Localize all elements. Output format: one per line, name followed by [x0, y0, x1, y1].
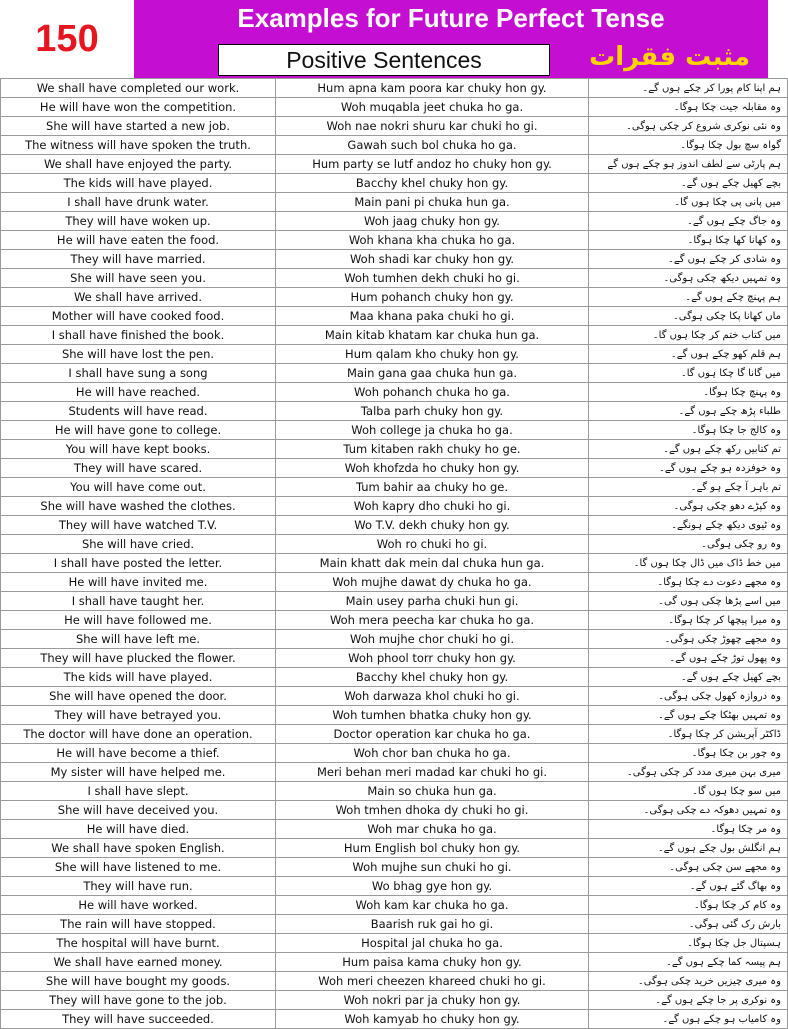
- roman-urdu-sentence: Woh meri cheezen khareed chuki ho gi.: [276, 972, 589, 991]
- urdu-sentence: ماں کھانا پکا چکی ہوگی۔: [589, 307, 788, 326]
- subtitle: Positive Sentences: [286, 46, 482, 73]
- english-sentence: I shall have slept.: [1, 782, 276, 801]
- urdu-sentence: وہ مجھے دعوت دے چکا ہوگا۔: [589, 573, 788, 592]
- urdu-sentence: وہ تمہیں دیکھ چکی ہوگی۔: [589, 269, 788, 288]
- table-row: [1, 820, 788, 839]
- urdu-sentence: وہ میرا پیچھا کر چکا ہوگا۔: [589, 611, 788, 630]
- table-row: [1, 554, 788, 573]
- english-sentence: She will have seen you.: [1, 269, 276, 288]
- urdu-sentence: وہ مجھے چھوڑ چکی ہوگی۔: [589, 630, 788, 649]
- table-row: [1, 307, 788, 326]
- english-sentence: He will have invited me.: [1, 573, 276, 592]
- urdu-sentence: وہ شادی کر چکے ہوں گے۔: [589, 250, 788, 269]
- roman-urdu-sentence: Main so chuka hun ga.: [276, 782, 589, 801]
- roman-urdu-sentence: Bacchy khel chuky hon gy.: [276, 668, 589, 687]
- table-row: [1, 326, 788, 345]
- table-row: [1, 668, 788, 687]
- urdu-sentence: وہ تمہیں دھوکہ دے چکی ہوگی۔: [589, 801, 788, 820]
- roman-urdu-sentence: Gawah such bol chuka ho ga.: [276, 136, 589, 155]
- urdu-sentence: طلباء پڑھ چکے ہوں گے۔: [589, 402, 788, 421]
- urdu-sentence: وہ کامیاب ہو چکے ہوں گے۔: [589, 1010, 788, 1029]
- urdu-sentence: بارش رک گئی ہوگی۔: [589, 915, 788, 934]
- english-sentence: The doctor will have done an operation.: [1, 725, 276, 744]
- table-row: [1, 839, 788, 858]
- english-sentence: They will have run.: [1, 877, 276, 896]
- sentence-table: [0, 78, 788, 1029]
- title-band: [134, 0, 768, 78]
- urdu-sentence: وہ خوفزدہ ہو چکے ہوں گے۔: [589, 459, 788, 478]
- english-sentence: He will have gone to college.: [1, 421, 276, 440]
- roman-urdu-sentence: Main gana gaa chuka hun ga.: [276, 364, 589, 383]
- urdu-sentence: وہ نئی نوکری شروع کر چکی ہوگی۔: [589, 117, 788, 136]
- roman-urdu-sentence: Hum pohanch chuky hon gy.: [276, 288, 589, 307]
- urdu-sentence: ہم پہنچ چکے ہوں گے۔: [589, 288, 788, 307]
- table-row: [1, 440, 788, 459]
- roman-urdu-sentence: Woh nae nokri shuru kar chuki ho gi.: [276, 117, 589, 136]
- roman-urdu-sentence: Woh kam kar chuka ho ga.: [276, 896, 589, 915]
- subtitle-box: [218, 44, 550, 76]
- urdu-sentence: بچے کھیل چکے ہوں گے۔: [589, 174, 788, 193]
- english-sentence: He will have reached.: [1, 383, 276, 402]
- urdu-sentence: وہ نوکری پر جا چکے ہوں گے۔: [589, 991, 788, 1010]
- roman-urdu-sentence: Maa khana paka chuki ho gi.: [276, 307, 589, 326]
- roman-urdu-sentence: Woh khofzda ho chuky hon gy.: [276, 459, 589, 478]
- table-row: [1, 98, 788, 117]
- roman-urdu-sentence: Woh darwaza khol chuki ho gi.: [276, 687, 589, 706]
- roman-urdu-sentence: Woh shadi kar chuky hon gy.: [276, 250, 589, 269]
- roman-urdu-sentence: Woh kamyab ho chuky hon gy.: [276, 1010, 589, 1029]
- urdu-sentence: ہسپتال جل چکا ہوگا۔: [589, 934, 788, 953]
- roman-urdu-sentence: Tum kitaben rakh chuky ho ge.: [276, 440, 589, 459]
- english-sentence: You will have kept books.: [1, 440, 276, 459]
- table-row: [1, 535, 788, 554]
- urdu-sentence: تم کتابیں رکھ چکے ہوں گے۔: [589, 440, 788, 459]
- roman-urdu-sentence: Hum party se lutf andoz ho chuky hon gy.: [276, 155, 589, 174]
- table-row: [1, 744, 788, 763]
- urdu-sentence: وہ ٹیوی دیکھ چکے ہونگے۔: [589, 516, 788, 535]
- table-row: [1, 117, 788, 136]
- roman-urdu-sentence: Bacchy khel chuky hon gy.: [276, 174, 589, 193]
- urdu-sentence: وہ جاگ چکے ہوں گے۔: [589, 212, 788, 231]
- roman-urdu-sentence: Wo T.V. dekh chuky hon gy.: [276, 516, 589, 535]
- english-sentence: They will have gone to the job.: [1, 991, 276, 1010]
- table-row: [1, 288, 788, 307]
- english-sentence: She will have washed the clothes.: [1, 497, 276, 516]
- roman-urdu-sentence: Main kitab khatam kar chuka hun ga.: [276, 326, 589, 345]
- english-sentence: My sister will have helped me.: [1, 763, 276, 782]
- roman-urdu-sentence: Woh kapry dho chuki ho gi.: [276, 497, 589, 516]
- urdu-sentence: میں پانی پی چکا ہوں گا۔: [589, 193, 788, 212]
- english-sentence: He will have eaten the food.: [1, 231, 276, 250]
- english-sentence: The kids will have played.: [1, 174, 276, 193]
- roman-urdu-sentence: Woh ro chuki ho gi.: [276, 535, 589, 554]
- roman-urdu-sentence: Hum paisa kama chuky hon gy.: [276, 953, 589, 972]
- table-row: [1, 497, 788, 516]
- urdu-sentence: وہ چور بن چکا ہوگا۔: [589, 744, 788, 763]
- table-row: [1, 250, 788, 269]
- table-row: [1, 915, 788, 934]
- table-row: [1, 630, 788, 649]
- english-sentence: We shall have enjoyed the party.: [1, 155, 276, 174]
- urdu-title: مثبت فقرات: [589, 42, 750, 72]
- table-row: [1, 136, 788, 155]
- table-row: [1, 79, 788, 98]
- table-row: [1, 782, 788, 801]
- english-sentence: We shall have spoken English.: [1, 839, 276, 858]
- table-row: [1, 592, 788, 611]
- table-row: [1, 801, 788, 820]
- table-row: [1, 972, 788, 991]
- english-sentence: I shall have drunk water.: [1, 193, 276, 212]
- roman-urdu-sentence: Hospital jal chuka ho ga.: [276, 934, 589, 953]
- english-sentence: The witness will have spoken the truth.: [1, 136, 276, 155]
- english-sentence: She will have lost the pen.: [1, 345, 276, 364]
- roman-urdu-sentence: Woh tumhen bhatka chuky hon gy.: [276, 706, 589, 725]
- roman-urdu-sentence: Woh muqabla jeet chuka ho ga.: [276, 98, 589, 117]
- table-row: [1, 459, 788, 478]
- urdu-sentence: تم باہر آ چکے ہو گے۔: [589, 478, 788, 497]
- table-row: [1, 896, 788, 915]
- english-sentence: Mother will have cooked food.: [1, 307, 276, 326]
- count-box: [0, 0, 134, 78]
- roman-urdu-sentence: Baarish ruk gai ho gi.: [276, 915, 589, 934]
- table-row: [1, 649, 788, 668]
- roman-urdu-sentence: Woh tmhen dhoka dy chuki ho gi.: [276, 801, 589, 820]
- urdu-sentence: میں گانا گا چکا ہوں گا۔: [589, 364, 788, 383]
- urdu-sentence: میں سو چکا ہوں گا۔: [589, 782, 788, 801]
- table-row: [1, 611, 788, 630]
- table-row: [1, 231, 788, 250]
- table-row: [1, 877, 788, 896]
- english-sentence: I shall have taught her.: [1, 592, 276, 611]
- english-sentence: You will have come out.: [1, 478, 276, 497]
- table-row: [1, 516, 788, 535]
- urdu-sentence: میں کتاب ختم کر چکا ہوں گا۔: [589, 326, 788, 345]
- count-label: 150: [35, 17, 99, 60]
- roman-urdu-sentence: Woh mujhe dawat dy chuka ho ga.: [276, 573, 589, 592]
- roman-urdu-sentence: Main khatt dak mein dal chuka hun ga.: [276, 554, 589, 573]
- roman-urdu-sentence: Woh chor ban chuka ho ga.: [276, 744, 589, 763]
- urdu-sentence: وہ پہنچ چکا ہوگا۔: [589, 383, 788, 402]
- roman-urdu-sentence: Talba parh chuky hon gy.: [276, 402, 589, 421]
- roman-urdu-sentence: Meri behan meri madad kar chuki ho gi.: [276, 763, 589, 782]
- roman-urdu-sentence: Hum qalam kho chuky hon gy.: [276, 345, 589, 364]
- table-row: [1, 953, 788, 972]
- roman-urdu-sentence: Woh mujhe chor chuki ho gi.: [276, 630, 589, 649]
- english-sentence: She will have bought my goods.: [1, 972, 276, 991]
- urdu-sentence: وہ رو چکی ہوگی۔: [589, 535, 788, 554]
- table-row: [1, 706, 788, 725]
- urdu-sentence: وہ مر چکا ہوگا۔: [589, 820, 788, 839]
- urdu-sentence: ہم پیسہ کما چکے ہوں گے۔: [589, 953, 788, 972]
- english-sentence: They will have succeeded.: [1, 1010, 276, 1029]
- english-sentence: We shall have arrived.: [1, 288, 276, 307]
- english-sentence: He will have followed me.: [1, 611, 276, 630]
- roman-urdu-sentence: Hum apna kam poora kar chuky hon gy.: [276, 79, 589, 98]
- table-row: [1, 725, 788, 744]
- roman-urdu-sentence: Woh phool torr chuky hon gy.: [276, 649, 589, 668]
- table-row: [1, 573, 788, 592]
- roman-urdu-sentence: Woh mujhe sun chuki ho gi.: [276, 858, 589, 877]
- english-sentence: They will have betrayed you.: [1, 706, 276, 725]
- table-row: [1, 345, 788, 364]
- urdu-sentence: وہ تمہیں بھٹکا چکے ہوں گے۔: [589, 706, 788, 725]
- table-row: [1, 383, 788, 402]
- urdu-sentence: وہ کپڑے دھو چکی ہوگی۔: [589, 497, 788, 516]
- page-title: Examples for Future Perfect Tense: [237, 3, 665, 33]
- urdu-sentence: ہم انگلش بول چکے ہوں گے۔: [589, 839, 788, 858]
- table-row: [1, 421, 788, 440]
- roman-urdu-sentence: Main pani pi chuka hun ga.: [276, 193, 589, 212]
- roman-urdu-sentence: Woh pohanch chuka ho ga.: [276, 383, 589, 402]
- table-row: [1, 174, 788, 193]
- english-sentence: They will have scared.: [1, 459, 276, 478]
- table-row: [1, 858, 788, 877]
- english-sentence: I shall have finished the book.: [1, 326, 276, 345]
- table-row: [1, 1010, 788, 1029]
- urdu-sentence: وہ دروازہ کھول چکی ہوگی۔: [589, 687, 788, 706]
- roman-urdu-sentence: Tum bahir aa chuky ho ge.: [276, 478, 589, 497]
- table-row: [1, 763, 788, 782]
- english-sentence: We shall have completed our work.: [1, 79, 276, 98]
- roman-urdu-sentence: Woh tumhen dekh chuki ho gi.: [276, 269, 589, 288]
- english-sentence: Students will have read.: [1, 402, 276, 421]
- english-sentence: I shall have posted the letter.: [1, 554, 276, 573]
- urdu-sentence: ہم اپنا کام پورا کر چکے ہوں گے۔: [589, 79, 788, 98]
- urdu-sentence: وہ مقابلہ جیت چکا ہوگا۔: [589, 98, 788, 117]
- urdu-sentence: ہم قلم کھو چکے ہوں گے۔: [589, 345, 788, 364]
- english-sentence: We shall have earned money.: [1, 953, 276, 972]
- table-row: [1, 687, 788, 706]
- english-sentence: She will have deceived you.: [1, 801, 276, 820]
- english-sentence: They will have watched T.V.: [1, 516, 276, 535]
- english-sentence: The hospital will have burnt.: [1, 934, 276, 953]
- table-row: [1, 478, 788, 497]
- english-sentence: I shall have sung a song: [1, 364, 276, 383]
- roman-urdu-sentence: Woh mera peecha kar chuka ho ga.: [276, 611, 589, 630]
- table-row: [1, 364, 788, 383]
- table-row: [1, 193, 788, 212]
- roman-urdu-sentence: Woh khana kha chuka ho ga.: [276, 231, 589, 250]
- urdu-sentence: میں خط ڈاک میں ڈال چکا ہوں گا۔: [589, 554, 788, 573]
- table-row: [1, 991, 788, 1010]
- english-sentence: She will have opened the door.: [1, 687, 276, 706]
- english-sentence: She will have cried.: [1, 535, 276, 554]
- english-sentence: They will have plucked the flower.: [1, 649, 276, 668]
- urdu-sentence: وہ کالج جا چکا ہوگا۔: [589, 421, 788, 440]
- english-sentence: She will have left me.: [1, 630, 276, 649]
- sentence-table-body: [1, 79, 788, 1029]
- urdu-sentence: میں اسے پڑھا چکی ہوں گی۔: [589, 592, 788, 611]
- table-row: [1, 402, 788, 421]
- english-sentence: She will have started a new job.: [1, 117, 276, 136]
- english-sentence: He will have won the competition.: [1, 98, 276, 117]
- english-sentence: He will have worked.: [1, 896, 276, 915]
- roman-urdu-sentence: Main usey parha chuki hun gi.: [276, 592, 589, 611]
- english-sentence: The kids will have played.: [1, 668, 276, 687]
- urdu-sentence: بچے کھیل چکے ہوں گے۔: [589, 668, 788, 687]
- header: [0, 0, 768, 78]
- english-sentence: He will have died.: [1, 820, 276, 839]
- roman-urdu-sentence: Hum English bol chuky hon gy.: [276, 839, 589, 858]
- english-sentence: She will have listened to me.: [1, 858, 276, 877]
- english-sentence: The rain will have stopped.: [1, 915, 276, 934]
- roman-urdu-sentence: Woh mar chuka ho ga.: [276, 820, 589, 839]
- urdu-sentence: وہ میری چیزیں خرید چکی ہوگی۔: [589, 972, 788, 991]
- urdu-sentence: وہ بھاگ گئے ہوں گے۔: [589, 877, 788, 896]
- urdu-sentence: وہ مجھے سن چکی ہوگی۔: [589, 858, 788, 877]
- roman-urdu-sentence: Wo bhag gye hon gy.: [276, 877, 589, 896]
- urdu-sentence: وہ پھول توڑ چکے ہوں گے۔: [589, 649, 788, 668]
- urdu-sentence: وہ کھانا کھا چکا ہوگا۔: [589, 231, 788, 250]
- english-sentence: They will have married.: [1, 250, 276, 269]
- english-sentence: They will have woken up.: [1, 212, 276, 231]
- english-sentence: He will have become a thief.: [1, 744, 276, 763]
- urdu-sentence: وہ کام کر چکا ہوگا۔: [589, 896, 788, 915]
- roman-urdu-sentence: Woh college ja chuka ho ga.: [276, 421, 589, 440]
- roman-urdu-sentence: Doctor operation kar chuka ho ga.: [276, 725, 589, 744]
- urdu-sentence: ہم پارٹی سے لطف اندوز ہو چکے ہوں گے: [589, 155, 788, 174]
- roman-urdu-sentence: Woh nokri par ja chuky hon gy.: [276, 991, 589, 1010]
- urdu-sentence: میری بہن میری مدد کر چکی ہوگی۔: [589, 763, 788, 782]
- urdu-sentence: گواہ سچ بول چکا ہوگا۔: [589, 136, 788, 155]
- table-row: [1, 155, 788, 174]
- table-row: [1, 934, 788, 953]
- table-row: [1, 269, 788, 288]
- urdu-sentence: ڈاکٹر آپریشن کر چکا ہوگا۔: [589, 725, 788, 744]
- table-row: [1, 212, 788, 231]
- roman-urdu-sentence: Woh jaag chuky hon gy.: [276, 212, 589, 231]
